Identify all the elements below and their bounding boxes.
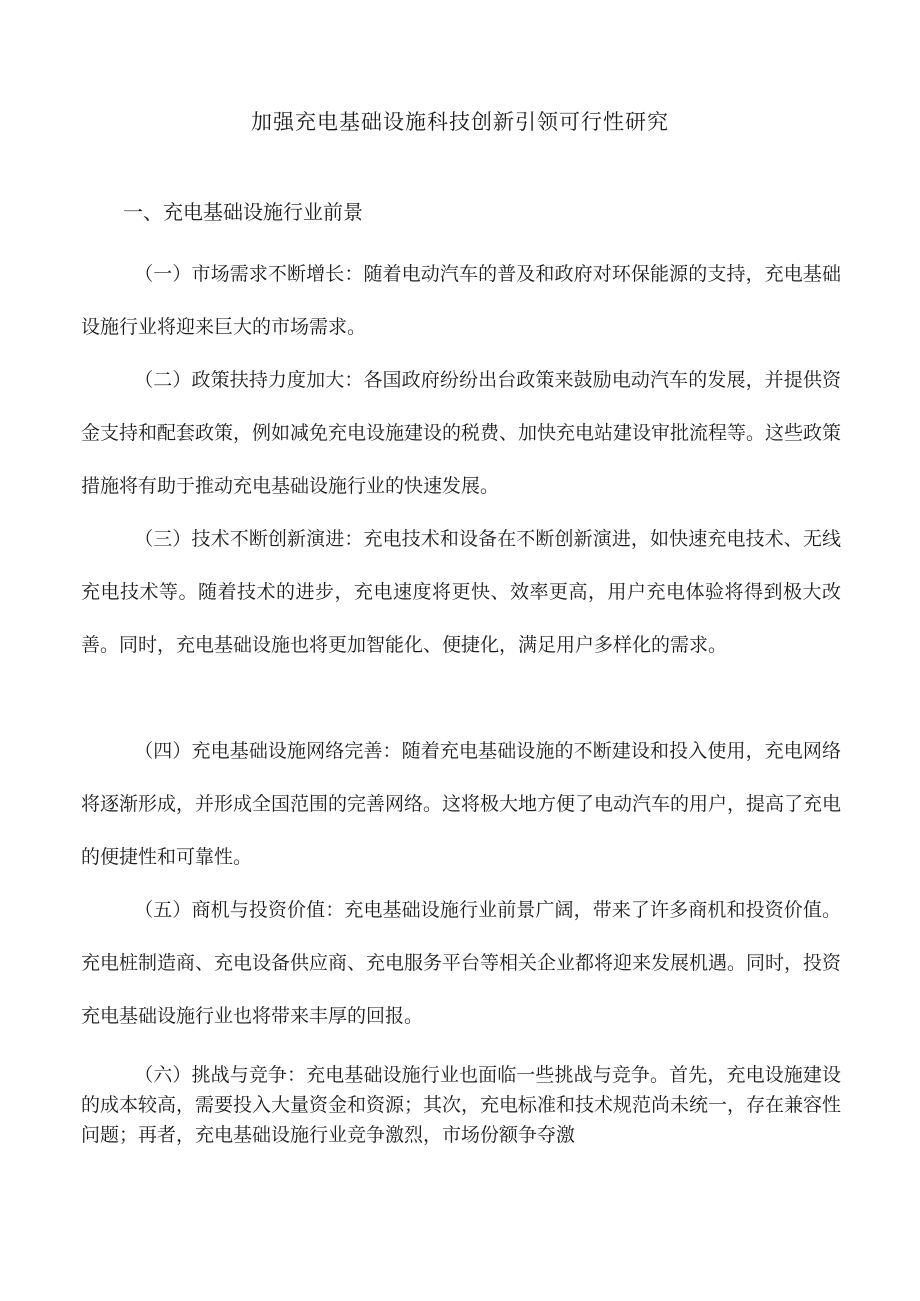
paragraph-business-investment: （五）商机与投资价值：充电基础设施行业前景广阔，带来了许多商机和投资价值。充电桩制造商、充电设备供应商、充电服务平台等相关企业都将迎来发展机遇。同时，投资充电基础设施行业也将带来丰厚的回报。 — [81, 899, 842, 1027]
paragraph-market-demand: （一）市场需求不断增长：随着电动汽车的普及和政府对环保能源的支持，充电基础设施行业将迎来巨大的市场需求。 — [81, 263, 841, 338]
section-heading: 一、充电基础设施行业前景 — [123, 200, 363, 224]
paragraph-challenges-competition: （六）挑战与竞争：充电基础设施行业也面临一些挑战与竞争。首先，充电设施建设的成本较高，需要投入大量资金和资源；其次，充电标准和技术规范尚未统一，存在兼容性问题；再者，充电基础设施行业竞争激烈，市场份额争夺激 — [81, 1064, 842, 1146]
paragraph-policy-support: （二）政策扶持力度加大：各国政府纷纷出台政策来鼓励电动汽车的发展，并提供资金支持和配套政策，例如减免充电设施建设的税费、加快充电站建设审批流程等。这些政策措施将有助于推动充电基础设施行业的快速发展。 — [81, 369, 842, 497]
paragraph-technology-innovation: （三）技术不断创新演进：充电技术和设备在不断创新演进，如快速充电技术、无线充电技术等。随着技术的进步，充电速度将更快、效率更高，用户充电体验将得到极大改善。同时，充电基础设施也将更加智能化、便捷化，满足用户多样化的需求。 — [81, 528, 841, 656]
document-title: 加强充电基础设施科技创新引领可行性研究 — [251, 110, 669, 134]
paragraph-network-improvement: （四）充电基础设施网络完善：随着充电基础设施的不断建设和投入使用，充电网络将逐渐形成，并形成全国范围的完善网络。这将极大地方便了电动汽车的用户，提高了充电的便捷性和可靠性。 — [81, 740, 842, 868]
